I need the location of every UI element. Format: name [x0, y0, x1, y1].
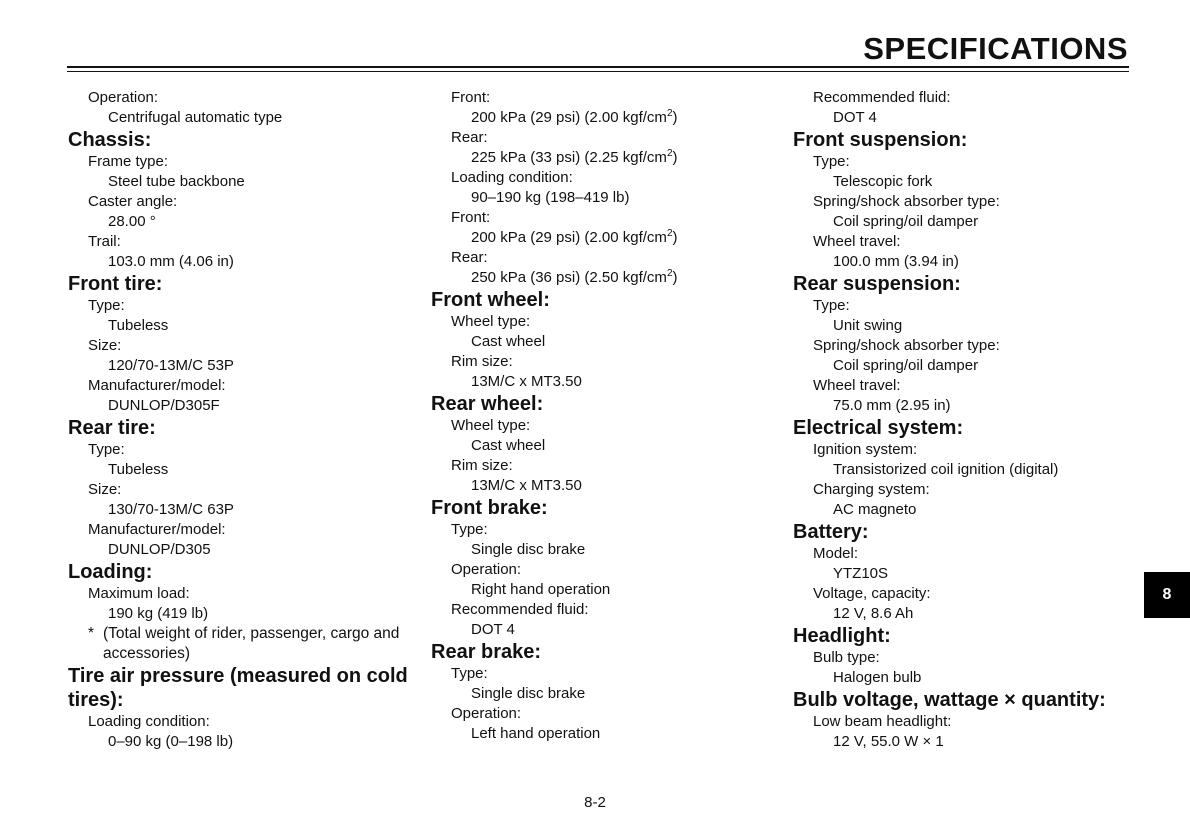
spec-value: DUNLOP/D305 [108, 541, 211, 558]
paren: ) [672, 229, 678, 246]
spec-value [431, 148, 771, 168]
spec-label: Wheel travel: [813, 233, 901, 250]
spec-label: Frame type: [88, 153, 169, 170]
pressure-text: 200 kPa (29 psi) (2.00 kgf/cm [471, 109, 667, 126]
spec-label: Bulb type: [813, 649, 880, 666]
section-heading-rear-wheel: Rear wheel: [431, 393, 544, 415]
spec-label: Rear: [451, 249, 488, 266]
section-heading-front-brake: Front brake: [431, 497, 548, 519]
header-rule-thick [67, 66, 1129, 68]
section-heading-front-tire: Front tire: [68, 273, 163, 295]
spec-label: Operation: [451, 561, 522, 578]
spec-value: 103.0 mm (4.06 in) [108, 253, 234, 270]
section-heading-chassis: Chassis: [68, 129, 152, 151]
spec-label: Loading condition: [88, 713, 210, 730]
spec-value: DOT 4 [833, 109, 877, 126]
paren: ) [672, 149, 678, 166]
spec-label: Type: [451, 665, 488, 682]
spec-label: Operation: [451, 705, 522, 722]
section-heading-headlight: Headlight: [793, 625, 891, 647]
spec-value: 12 V, 55.0 W × 1 [833, 733, 944, 750]
column-2 [431, 88, 771, 744]
spec-value: 13M/C x MT3.50 [471, 373, 582, 390]
section-tab: 8 [1144, 572, 1190, 618]
spec-label: Wheel travel: [813, 377, 901, 394]
spec-value: 28.00 ° [108, 213, 156, 230]
column-3 [793, 88, 1133, 752]
spec-value: 13M/C x MT3.50 [471, 477, 582, 494]
spec-value: Single disc brake [471, 685, 586, 702]
spec-value: 120/70-13M/C 53P [108, 357, 234, 374]
spec-value [431, 268, 771, 288]
spec-label: Rim size: [451, 353, 513, 370]
superscript: 2 [666, 148, 673, 159]
spec-label: Size: [88, 337, 122, 354]
spec-value: 0–90 kg (0–198 lb) [108, 733, 234, 750]
spec-value: Cast wheel [471, 333, 546, 350]
spec-label: Trail: [88, 233, 121, 250]
spec-label: Model: [813, 545, 859, 562]
load-note [68, 624, 418, 664]
spec-value: Coil spring/oil damper [833, 213, 979, 230]
note-asterisk: * [88, 625, 95, 642]
spec-label: Rear: [451, 129, 488, 146]
superscript: 2 [666, 228, 673, 239]
spec-label: Front: [451, 209, 491, 226]
spec-label: Manufacturer/model: [88, 521, 226, 538]
paren: ) [672, 109, 678, 126]
spec-value: 12 V, 8.6 Ah [833, 605, 914, 622]
spec-value: Right hand operation [471, 581, 611, 598]
spec-value: Tubeless [108, 461, 169, 478]
spec-value: 75.0 mm (2.95 in) [833, 397, 951, 414]
spec-label: Wheel type: [451, 417, 531, 434]
spec-label: Manufacturer/model: [88, 377, 226, 394]
spec-label: Type: [88, 441, 125, 458]
spec-value [431, 108, 771, 128]
section-heading-front-suspension: Front suspension: [793, 129, 968, 151]
spec-label: Caster angle: [88, 193, 178, 210]
spec-value: 190 kg (419 lb) [108, 605, 209, 622]
section-heading-battery: Battery: [793, 521, 869, 543]
pressure-text: 250 kPa (36 psi) (2.50 kgf/cm [471, 269, 667, 286]
spec-value: Unit swing [833, 317, 903, 334]
spec-value: DUNLOP/D305F [108, 397, 220, 414]
spec-label: Recommended fluid: [813, 89, 951, 106]
spec-label: Type: [813, 297, 850, 314]
pressure-text: 225 kPa (33 psi) (2.25 kgf/cm [471, 149, 667, 166]
spec-value: Cast wheel [471, 437, 546, 454]
spec-label: Wheel type: [451, 313, 531, 330]
spec-label: Spring/shock absorber type: [813, 193, 1000, 210]
spec-value: 90–190 kg (198–419 lb) [471, 189, 630, 206]
section-heading-rear-suspension: Rear suspension: [793, 273, 961, 295]
spec-value: Transistorized coil ignition (digital) [833, 461, 1059, 478]
spec-label: Charging system: [813, 481, 930, 498]
spec-value: YTZ10S [833, 565, 889, 582]
spec-label: Ignition system: [813, 441, 918, 458]
spec-label: Operation: [88, 89, 159, 106]
spec-label: Maximum load: [88, 585, 190, 602]
spec-label: Size: [88, 481, 122, 498]
paren: ) [672, 269, 678, 286]
spec-label: Voltage, capacity: [813, 585, 931, 602]
spec-label: Recommended fluid: [451, 601, 589, 618]
spec-value: Telescopic fork [833, 173, 933, 190]
header-rule-thin [67, 71, 1129, 72]
section-heading-electrical: Electrical system: [793, 417, 964, 439]
section-heading-rear-tire: Rear tire: [68, 417, 156, 439]
spec-value: 100.0 mm (3.94 in) [833, 253, 959, 270]
spec-label: Front: [451, 89, 491, 106]
section-heading-tire-pressure: Tire air pressure (measured on cold tires): [68, 665, 408, 711]
spec-value: 130/70-13M/C 63P [108, 501, 234, 518]
superscript: 2 [666, 268, 673, 279]
spec-label: Loading condition: [451, 169, 573, 186]
spec-value: Tubeless [108, 317, 169, 334]
spec-value: Centrifugal automatic type [108, 109, 283, 126]
spec-value: Single disc brake [471, 541, 586, 558]
section-heading-loading: Loading: [68, 561, 153, 583]
section-heading-rear-brake: Rear brake: [431, 641, 542, 663]
note-text: (Total weight of rider, passenger, cargo and accessories) [103, 625, 400, 662]
pressure-text: 200 kPa (29 psi) (2.00 kgf/cm [471, 229, 667, 246]
spec-label: Spring/shock absorber type: [813, 337, 1000, 354]
spec-value [431, 228, 771, 248]
spec-value: AC magneto [833, 501, 917, 518]
spec-value: Left hand operation [471, 725, 601, 742]
spec-label: Type: [813, 153, 850, 170]
section-heading-bulb: Bulb voltage, wattage × quantity: [793, 689, 1106, 711]
spec-value: DOT 4 [471, 621, 515, 638]
column-1 [68, 88, 418, 752]
spec-label: Type: [451, 521, 488, 538]
spec-value: Coil spring/oil damper [833, 357, 979, 374]
superscript: 2 [666, 108, 673, 119]
spec-value: Halogen bulb [833, 669, 922, 686]
page-title: SPECIFICATIONS [863, 31, 1128, 66]
spec-label: Rim size: [451, 457, 513, 474]
spec-value: Steel tube backbone [108, 173, 245, 190]
section-heading-front-wheel: Front wheel: [431, 289, 550, 311]
page-number: 8-2 [584, 794, 606, 811]
spec-label: Low beam headlight: [813, 713, 952, 730]
spec-label: Type: [88, 297, 125, 314]
